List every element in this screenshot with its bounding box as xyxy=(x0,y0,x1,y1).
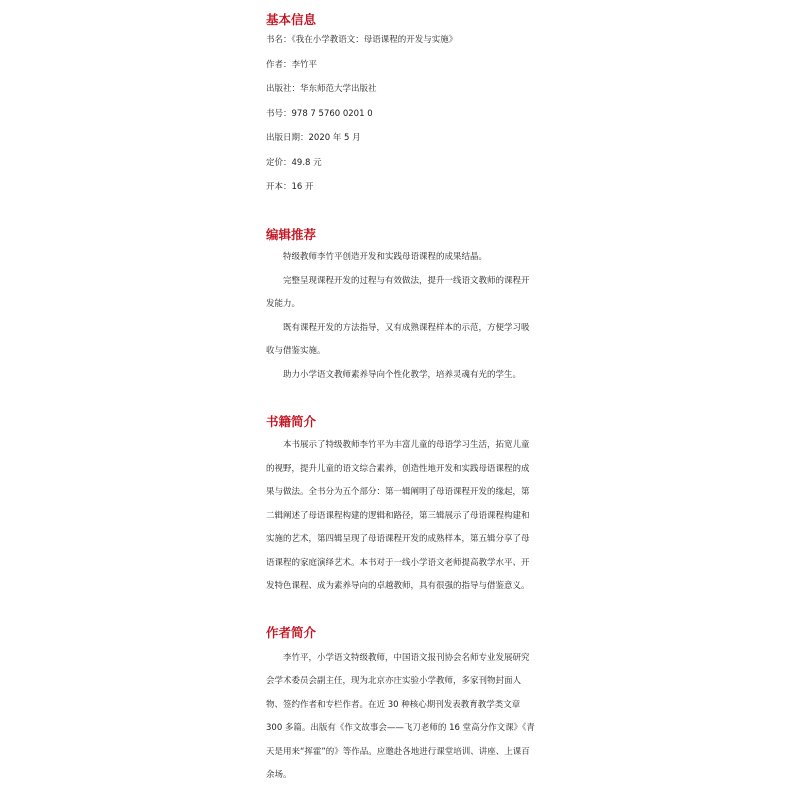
author-intro-paragraph: 李竹平，小学语文特级教师，中国语文报刊协会名师专业发展研究会学术委员会副主任，现为北京亦庄实验小学教师，多家刊物封面人物、签约作者和专栏作者。在近 30 种核心期刊发表教育教学类文章 300 多篇。出版有《作文故事会——飞刀老师的 16 堂高分作文课》《青天是用来“挥霍”的》等作品。应邀赴各地进行课堂培训、讲座、上课百余场。 xyxy=(266,652,535,780)
editor-recommend-section xyxy=(266,193,536,387)
info-price: 定价：49.8 元 xyxy=(266,157,322,168)
info-book-name: 书名：《我在小学教语文：母语课程的开发与实施》 xyxy=(266,35,458,45)
recommend-paragraph: 特级教师李竹平创造开发和实践母语课程的成果结晶。 xyxy=(283,252,488,262)
info-publisher: 出版社：华东师范大学出版社 xyxy=(266,84,377,94)
author-intro-section xyxy=(266,599,536,788)
section-title-basic-info: 基本信息 xyxy=(266,12,317,27)
info-isbn: 书号：978 7 5760 0201 0 xyxy=(266,108,373,119)
recommend-paragraph: 助力小学语文教师素养导向个性化教学，培养灵魂有光的学生。 xyxy=(283,369,522,380)
info-format: 开本：16 开 xyxy=(266,182,314,192)
info-author: 作者：李竹平 xyxy=(266,59,318,70)
recommend-paragraph: 既有课程开发的方法指导，又有成熟课程样本的示范，方便学习吸收与借鉴实施。 xyxy=(266,322,530,356)
book-intro-paragraph: 本书展示了特级教师李竹平为丰富儿童的母语学习生活，拓宽儿童的视野，提升儿童的语文综合素养，创造性地开发和实践母语课程的成果与做法。全书分为五个部分：第一辑阐明了母语课程开发的缘起，第二辑阐述了母语课程构建的逻辑和路径，第三辑展示了母语课程构建和实施的艺术，第四辑呈现了母语课程开发的成熟样本，第五辑分享了母语课程的家庭演绎艺术。本书对于一线小学语文老师提高教学水平、开发特色课程、成为素养导向的卓越教师，具有很强的指导与借鉴意义。 xyxy=(266,440,530,591)
section-title-author-intro: 作者简介 xyxy=(266,624,317,640)
basic-info-section xyxy=(266,0,536,193)
info-publish-date: 出版日期：2020 年 5 月 xyxy=(266,133,361,143)
book-intro-section xyxy=(266,387,536,599)
section-title-book-intro: 书籍简介 xyxy=(266,414,317,429)
recommend-paragraph: 完整呈现课程开发的过程与有效做法，提升一线语文教师的课程开发能力。 xyxy=(266,275,530,309)
section-title-editor-recommend: 编辑推荐 xyxy=(266,227,317,242)
book-detail-page xyxy=(266,0,536,788)
